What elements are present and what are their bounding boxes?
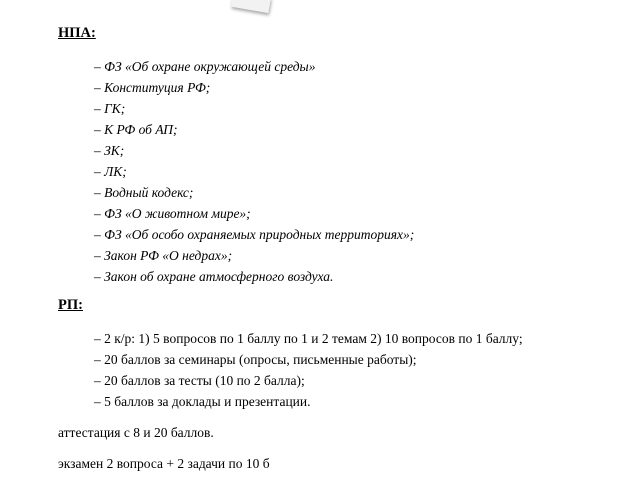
rp-heading: РП: [58, 297, 83, 313]
list-item: – ФЗ «Об особо охраняемых природных территориях»; [94, 227, 415, 242]
list-item: – 2 к/р: 1) 5 вопросов по 1 баллу по 1 и 2 темам 2) 10 вопросов по 1 баллу; [94, 331, 523, 346]
list-item: – ЗК; [94, 143, 125, 158]
list-item: – ЛК; [94, 164, 127, 179]
list-item: – Конституция РФ; [94, 80, 211, 95]
attestation-text: аттестация с 8 и 20 баллов. [58, 425, 214, 440]
list-item: – ФЗ «О животном мире»; [94, 206, 251, 221]
rp-list [94, 328, 523, 412]
exam-text: экзамен 2 вопроса + 2 задачи по 10 б [58, 456, 270, 471]
list-item: – 5 баллов за доклады и презентации. [94, 394, 311, 409]
decorative-shape [231, 0, 271, 13]
list-item: – Закон об охране атмосферного воздуха. [94, 269, 334, 284]
npa-list [94, 56, 414, 287]
list-item: – 20 баллов за тесты (10 по 2 балла); [94, 373, 305, 388]
list-item: – ФЗ «Об охране окружающей среды» [94, 59, 316, 74]
list-item: – Закон РФ «О недрах»; [94, 248, 233, 263]
list-item: – ГК; [94, 101, 126, 116]
npa-heading: НПА: [58, 25, 96, 41]
list-item: – 20 баллов за семинары (опросы, письменные работы); [94, 352, 417, 367]
list-item: – Водный кодекс; [94, 185, 194, 200]
list-item: – К РФ об АП; [94, 122, 178, 137]
